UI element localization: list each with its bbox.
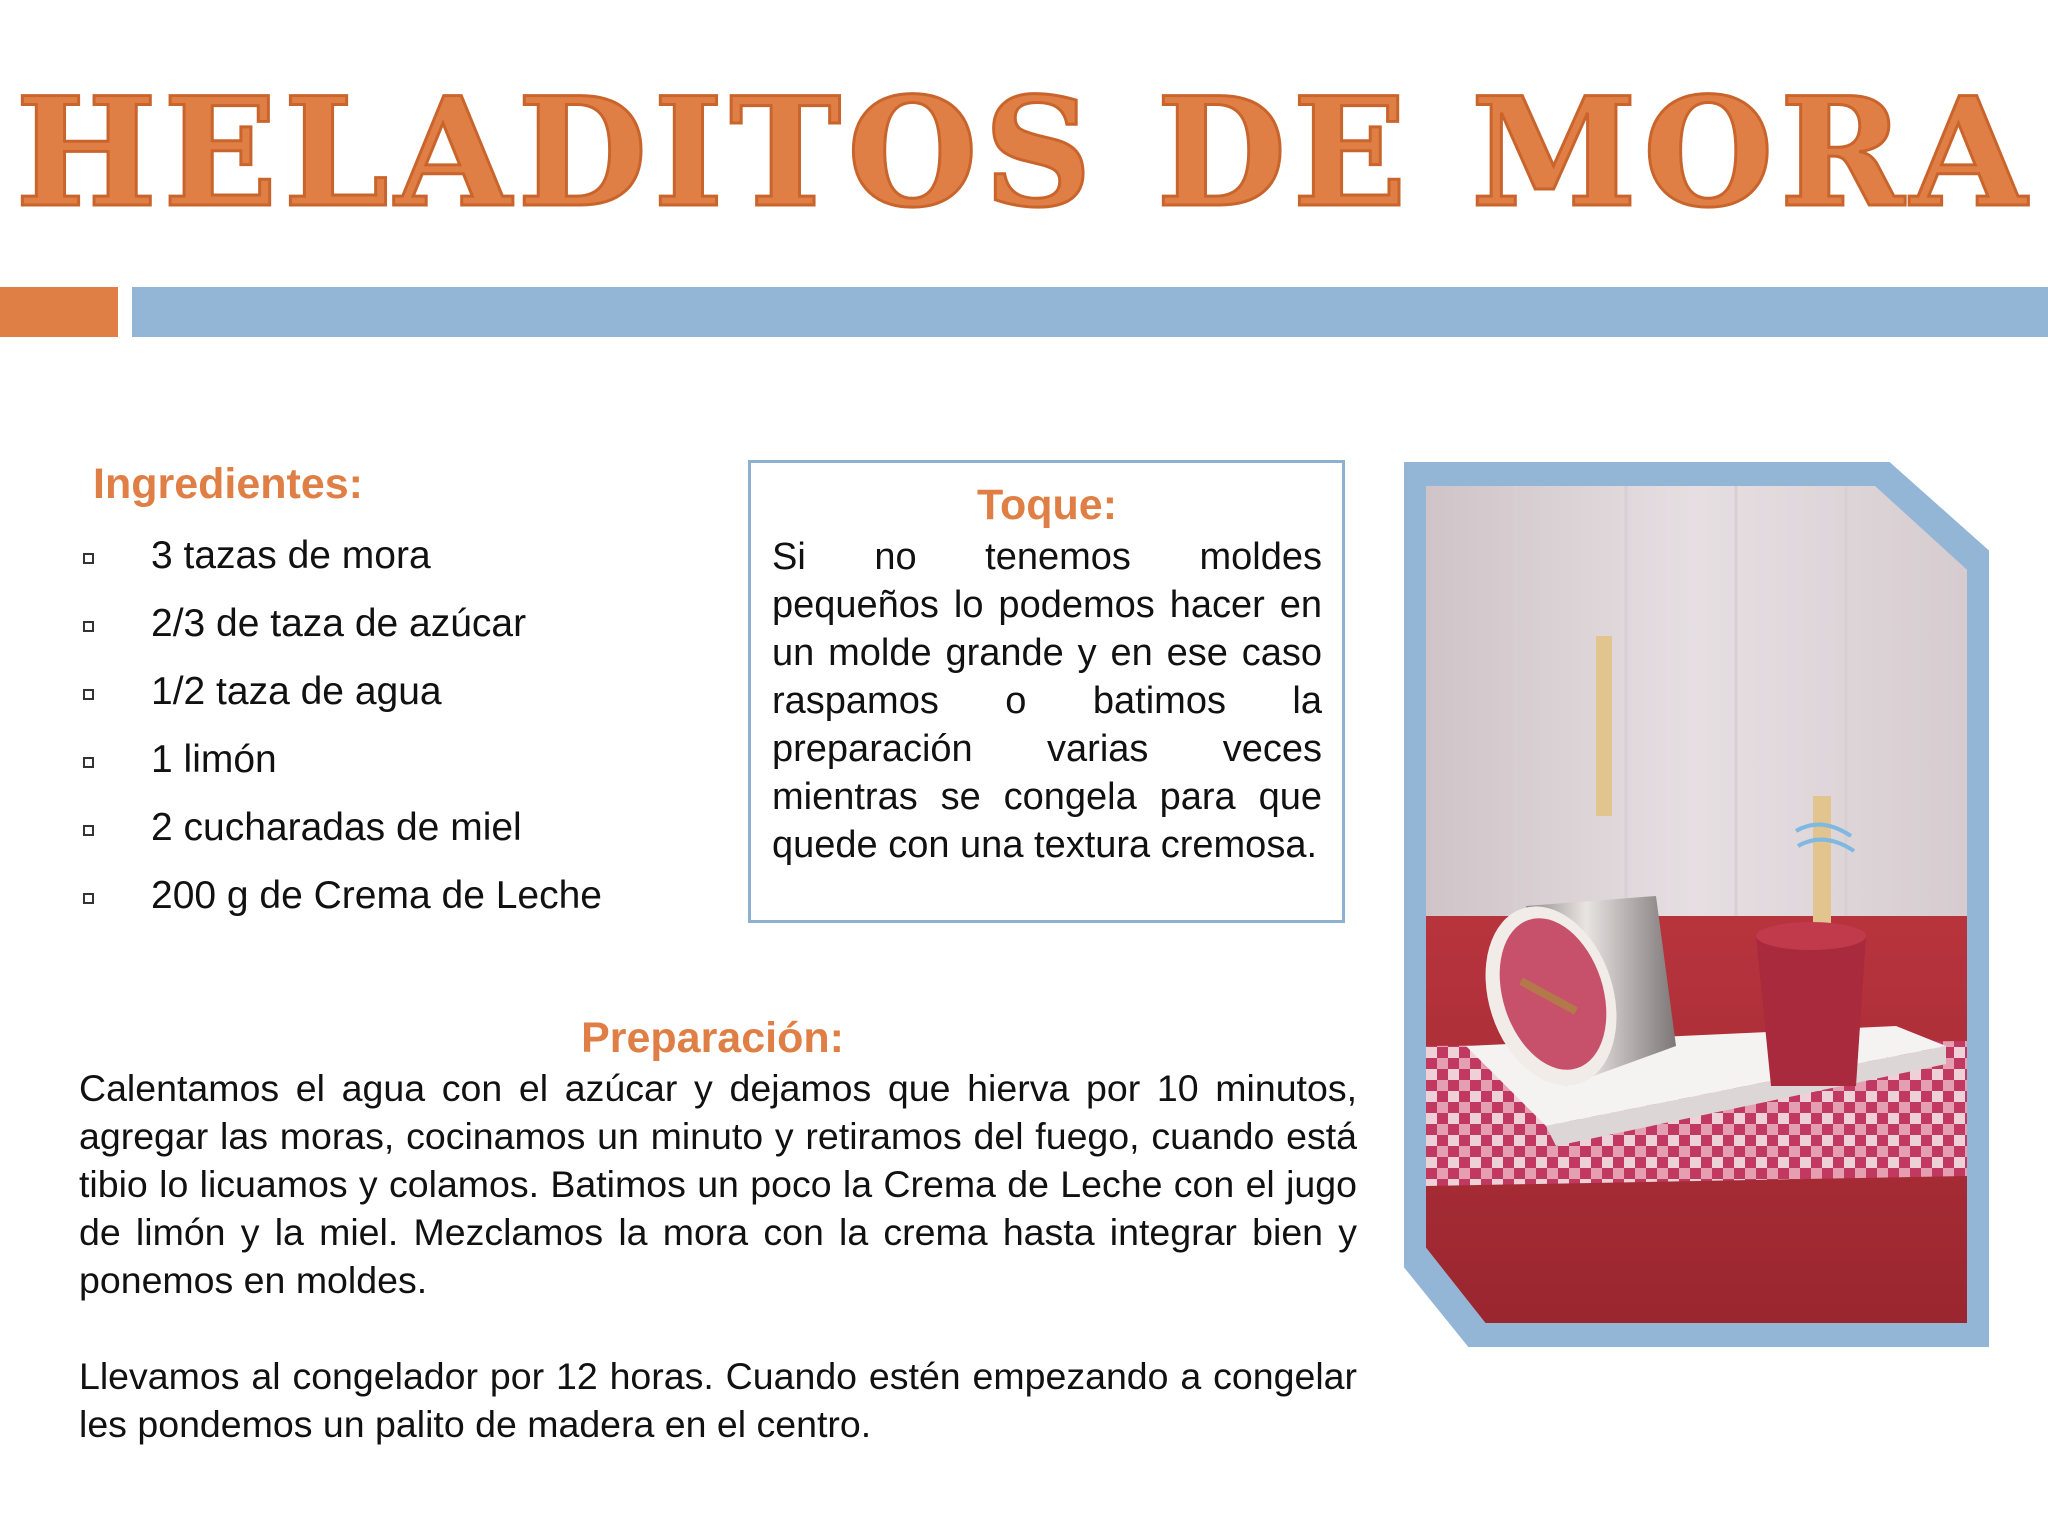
square-bullet-icon bbox=[83, 621, 94, 632]
square-bullet-icon bbox=[83, 689, 94, 700]
ingredient-text: 2/3 de taza de azúcar bbox=[151, 602, 527, 645]
popsicle-photo bbox=[1426, 486, 1967, 1323]
list-item bbox=[80, 867, 602, 935]
popsicle-image-icon bbox=[1426, 486, 1967, 1323]
tip-box bbox=[748, 460, 1345, 923]
list-item bbox=[80, 595, 602, 663]
square-bullet-icon bbox=[83, 553, 94, 564]
square-bullet-icon bbox=[83, 825, 94, 836]
square-bullet-icon bbox=[83, 893, 94, 904]
preparation-text bbox=[79, 1064, 1357, 1496]
header-bar-blue bbox=[132, 287, 2048, 337]
ingredient-text: 1/2 taza de agua bbox=[151, 670, 442, 713]
preparation-paragraph: Calentamos el agua con el azúcar y dejamos que hierva por 10 minutos, agregar las moras, cocinamos un minuto y retiramos del fuego, cuando está tibio lo licuamos y colamos. Batimos un poco la Crema de Leche con el jugo de limón y la miel. Mezclamos la mora con la crema hasta integrar bien y ponemos en moldes. bbox=[79, 1067, 1357, 1301]
page-title: HELADITOS DE MORA bbox=[15, 65, 2033, 241]
tip-heading: Toque: bbox=[976, 481, 1118, 529]
ingredients-list bbox=[80, 527, 602, 935]
tip-text: Si no tenemos moldes pequeños lo podemos hacer en un molde grande y en ese caso raspamos o batimos la preparación varias veces mientras se congela para que quede con una textura cremosa. bbox=[772, 536, 1322, 866]
square-bullet-icon bbox=[83, 757, 94, 768]
ingredients-heading: Ingredientes: bbox=[93, 460, 363, 508]
list-item bbox=[80, 527, 602, 595]
list-item bbox=[80, 731, 602, 799]
ingredient-text: 1 limón bbox=[151, 738, 277, 781]
list-item bbox=[80, 663, 602, 731]
preparation-paragraph: Llevamos al congelador por 12 horas. Cuando estén empezando a congelar les pondemos un palito de madera en el centro. bbox=[79, 1355, 1357, 1445]
ingredient-text: 3 tazas de mora bbox=[151, 534, 431, 577]
ingredient-text: 200 g de Crema de Leche bbox=[151, 874, 602, 917]
ingredient-text: 2 cucharadas de miel bbox=[151, 806, 522, 849]
list-item bbox=[80, 799, 602, 867]
header-bar-orange bbox=[0, 287, 118, 337]
preparation-heading: Preparación: bbox=[581, 1014, 844, 1062]
